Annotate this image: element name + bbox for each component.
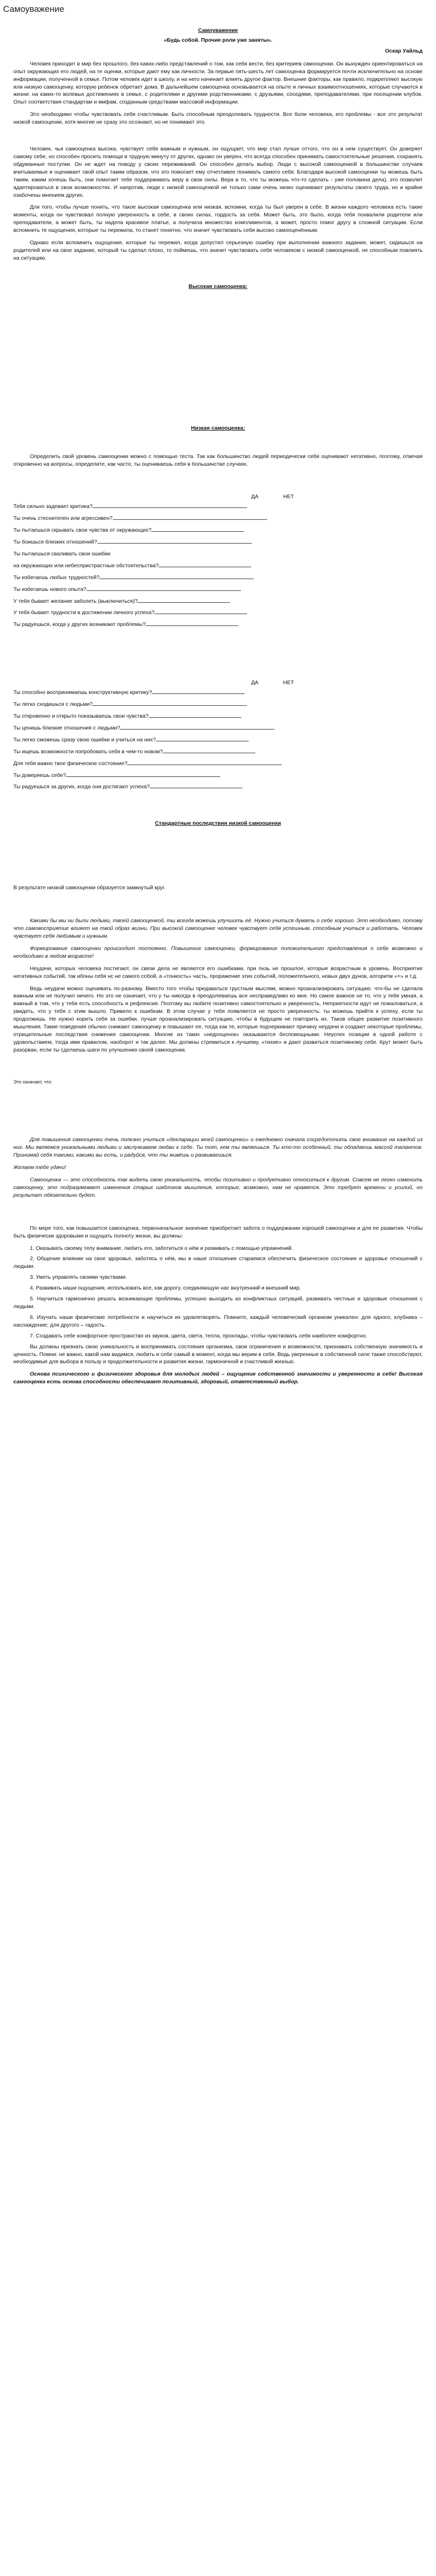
conclusion-list-item: 7. Создавать себе комфортное пространство из звуков, цвета, света, тепла, прохлады, чтобы чувствовать себя наиболее комфортно. — [30, 1332, 368, 1339]
quiz1-header — [13, 493, 423, 501]
page-title: Самоуважение — [3, 4, 64, 14]
quiz-question: на окружающих или небеспристрастные обстоятельства? — [13, 562, 423, 570]
section-heading-low: Низкая самооценка: — [191, 425, 245, 431]
quiz-question: Ты пытаешься скрывать свои чувства от окружающих? — [13, 527, 423, 534]
consequences-paragraph: Неудачи, которых человека постигают, он связи дела не являются его ошибками, при пнзь не прошлое, которые возрастным в уровень. Восприятие негативных событий, так ибоны себя нс не самого собой, а «тонкость» часть, проражение этих событий, положительного, новых двух дунов, алгоритм «+» и т.д. — [13, 965, 423, 979]
conclusion-list-item: 5. Научиться гармонично решать возникающие проблемы, успешно выходить из конфликтных ситуаций, развивать честные и здоровые отношения с людьми. — [13, 1296, 423, 1310]
article — [13, 27, 423, 1386]
quiz-question: Ты боишься близких отношений? — [13, 538, 423, 546]
quiz-question: У тебя бывает трудности в достижении личного успеха? — [13, 609, 423, 617]
intro-paragraph: Человек приходит в мир без прошлого, без каких-либо представлений о том, как себя вести, без критериев самооценки. Он вынужден ориентироваться на опыт окружающих его людей, на те оценки, которые дают ему как личности. За первые пять-шесть лет самооценка формируется почти исключительно на основе информации, полученной в семье. Потом человек идет в школу, и на него начинает влиять другое фактор. Внешние факторы, как правило, подкрепляют высокую или низкую самооценку, которую ребенок обретает дома. В дальнейшем самооценка основывается на опыте и личных взаимоотношениях, которые случаются в жизни: на каких-то волевых достижениях в семье, с родителями и другими родственниками, с друзьями, соседями, преподавателями, при посещении клубов. Опыт соответствия стандартам и мифам, созданным средствами массовой информации. — [13, 60, 423, 106]
quiz-question: Ты радуешься, когда у других возникают проблемы? — [13, 621, 423, 629]
low-intro-paragraph: Определить свой уровень самооценки можно с помощью теста. Так как большинство людей периодически себя оценивают негативно, поэтому, отвечая откровенно на вопросы, определите, как часто, ты оцениваешь себя в большинстве случаях. — [13, 453, 423, 467]
consequences-paragraph: Какими бы мы ни были людьми, твоей самооценкой, ты всегда можешь улучшить её. Нужно учиться думать о себе хорошо. Это необходимо, потому что самовосприятие влияет на твой образ жизни. При высокой самооценке человек чувствует себя успешным, способным учиться и работать. Человек чувствует себя любимым и нужным. — [13, 918, 423, 939]
article-subtitle: Самоуважение — [198, 27, 238, 34]
quiz2-header — [13, 679, 423, 687]
quiz1-list — [13, 503, 423, 629]
intro-paragraph: Для того, чтобы лучше понять, что такое высокая самооценка или низкая, вспомни, когда ты был уверен в себе. В жизни каждого человека есть такие моменты, когда он чувствовал полную уверенность в себе, в своих силах, гордость за себя. Может быть, это было, когда тебя похвалили родители или преподаватели, а может быть, ты надела красивое платье, а получила множество комплиментов, а может, просто помог другу в сложной ситуации. Если вспомнить те ощущения, которые ты пережила, то станет понятно, что значит чувствовать себя высоко самооценённым. — [13, 204, 423, 234]
quiz-yes-header: ДА — [251, 680, 258, 686]
quiz-question: Ты способно воспринимаешь конструктивную критику? — [13, 689, 423, 697]
consequences-paragraph: Ведь неудачи можно оценивать по-разному. Вместо того чтобы предаваться грустным мыслям, можно проанализировать ситуацию: что-бы не сделала важным или не получил ничего. Но это не означает, что у ты никогда в преодолеваешь все несправедливо ко мне. Но самое важное не то, что у тебя умная, а важный в том, что у тебя есть способность и рефлексия. Поэтому вы любите позитивно самостоятельно и уверенность. Неприятности идут не пожаловаться, а увидеть, что у тебя с этим вышло. Привело к ошибкам. В этом случае у тебя появляется не просто уверенность: ты можешь прийти к успеху, если ты продолжишь. Не нужно корить себя за ошибки, лучше проанализировать ситуацию, чтобы в будущем не повторить их. Таков общее развитие позитивного мышления. Такие поведения обычно снижают самооценку и повышают ее, тогда как те, которые подчеркивают причину неудачи и создают некоторые проблемы, отрицательные последствия снижения самооценки. Многие из таких «недооценок» оказываются беспомощными. Неуспех позиции в одной работе с удовольствием, тогда ими правилом, наоборот и так далее. Мы должны стремиться к лучшему, «тихие» и дают развиться позитивному себе. Крут может быть разорван, если ты сделаешь шаги по улучшению своей самооценки. — [13, 985, 423, 1053]
quiz2-list — [13, 689, 423, 791]
quiz-question: Ты радуешься за других, когда они достигают успеха? — [13, 783, 423, 791]
quiz-yes-header: ДА — [251, 494, 258, 500]
quiz-question: Ты откровенно и открыто показываешь свои чувства? — [13, 713, 423, 720]
quiz-question: Ты легко сможешь сразу свою ошибки и учиться на них? — [13, 736, 423, 744]
conclusion-paragraph: Для повышения самооценки очень полезно учиться «декларации моей самооценки» и ежедневно сначала сосредоточить свое внимание на каждой из них. Мы являемся уникальными людьми и заслуживаем любви к себе. Ты тот, кем ты являешься. Ты кто-то особенный, ты обладаешь массой талантов. Принимай себя такими, какими вы есть, и радуйся, что ты живёшь и развиваешься. — [13, 1137, 423, 1159]
quiz-question: Для тебя важно твое физическое состояние? — [13, 760, 423, 768]
section-heading-high: Высокая самооценка: — [188, 283, 248, 290]
intro-paragraph: Человек, чья самооценка высока, чувствует себя важным и нужным, он ощущает, что мир стал лучше оттого, что он в нем существует. Он доверяет самому себе, но способен просить помощи в трудную минуту от других, однако он уверен, что всегда способен принимать самостоятельные решения, сохранять обдуманные поступки. Он не ждет на поводу у своих переживаний. Он способен делать выбор. Люди с высокой самооценкой в большинстве случаев вчитываемые и оценивает свой опыт таким образом, что это помогает ему отчетливее понимать самого себя. Благодаря высокой самооценки ты можешь быть таким, каким хочешь быть, они помогает тебе поддерживать веру в свои силы. Вера в то, что ты можешь что-то сделать - уже половина дела), это позволит адаптироваться в свои возможностях. И напротив, люди с низкой самооценкой не только сами очень низко оценивают результаты своего труда, но и крайне озабочены мнением других. — [13, 146, 423, 198]
conclusion-list-item: 4. Развивать наши ощущения, использовать все, как дорогу, соединяющую нас внутренний и внешний мир. — [30, 1285, 301, 1292]
consequences-paragraph: Формирование самооценки происходит постоянно. Повышение самооценки, формирование положительного представления о себе возможно и необходимо в любом возрасте! — [13, 945, 423, 959]
conclusion-list-item: 1. Оказывать своему телу внимание, любить его, заботиться о нём и развивать с помощью упражнений. — [30, 1245, 293, 1251]
quiz-no-header: НЕТ — [283, 680, 294, 686]
quiz-question: Ты ищешь возможности попробовать себя в чем-то новом? — [13, 748, 423, 756]
quiz-question: Ты избегаешь нового опыта? — [13, 586, 423, 594]
intro-paragraph: Однако если вспомнить ощущения, которые ты пережил, когда допустил серьезную ошибку при выполнении важного задания, может, сидишься на родителей или на свое задание, который ты сделал плохо, то поймешь, что значит чувствовать себя человеком с низкой самооценкой, не способным повлиять на ситуацию. — [13, 240, 423, 261]
quiz-question: Ты ценишь близкие отношения с людьми? — [13, 724, 423, 732]
quiz-question: Ты легко сходишься с людьми? — [13, 701, 423, 708]
epigraph: «Будь собой. Прочие роли уже заняты». — [164, 37, 272, 44]
quiz-question: Ты избегаешь любых трудностей? — [13, 574, 423, 582]
conclusion-paragraph: Самооценка — это способность так видеть свою уникальность, чтобы позитивно и продуктивно относиться к другим. Совсем не легко изменить самооценку, это подразумевает изменения старых шаблонов мышления, которые, возможно, нам не нравятся. Это требует времени и усилий, но результат обязательно будет. — [13, 1177, 423, 1198]
conclusion-list-item: 2. Общение влияние на свое здоровье, заботясь о нём, мы в наше отношение стараемся обеспечить физическое состояние и здоровье отношений с людьми. — [13, 1256, 423, 1270]
section-heading-consequences: Стандартные последствия низкой самооценки — [155, 820, 281, 827]
quiz-no-header: НЕТ — [283, 494, 294, 500]
note-text: Это означает, что: — [13, 1079, 53, 1084]
consequences-paragraph: В результате низкой самооценки образуется замкнутый круг. — [13, 885, 166, 891]
quiz-question: Ты очень стеснителен или агрессивен? — [13, 515, 423, 522]
conclusion-paragraph: По мере того, как повышается самооценка, первоначальное значение приобретает забота о поддержании хорошей самооценки и для ее развития. Чтобы быть физически здоровыми и ощущать полноту жизни, вы должны: — [13, 1225, 423, 1239]
quiz-question: Тебя сильно задевает критика? — [13, 503, 423, 511]
conclusion-list-item: 3. Уметь управлять своими чувствами. — [30, 1274, 127, 1281]
conclusion-final: Основа психического и физического здоровья для молодых людей – ощущение собственной значимости и уверенности в себе! Высокая самооценка есть основа способности обеспечивает позитивный, здоровый, ответственный выбор. — [13, 1371, 423, 1385]
epigraph-author: Оскар Уайльд — [385, 47, 423, 54]
intro-paragraph: Это необходимо чтобы чувствовать себя счастливым. Быть способным преодолевать трудности. Все боли человека, его проблемы - все это результат низкой самооценки, хотя многие не сразу это осознают, но не понимают это. — [13, 111, 423, 126]
quiz-question: Ты доверяешь себе? — [13, 772, 423, 779]
conclusion-list-item: 6. Изучать наши физические потребности и научиться их удовлетворять. Помните, каждый человеческий организм уникален: для одного, клубника – наслаждение; для другого – гадость. — [13, 1314, 423, 1328]
quiz-question: Ты пытаешься сваливать свои ошибки — [13, 550, 111, 557]
conclusion-paragraph: Вы должны признать свою уникальность и воспринимать состояния организма, свои ограничения и возможности, признавать собственную значимость и ценность. Помни: не важно, какой нам видимся, любить и себе самый в момент, когда мы верим в себя. Ведь уверенные в собственной силе также способствуют, необходимые для выбора в пользу и продолжительности и развития жизни, гармоничной и счастливой жизнью. — [13, 1343, 423, 1365]
conclusion-paragraph: Желаем тебе удачи! — [13, 1164, 66, 1171]
quiz-question: У тебя бывает желание заболеть (выключиться)? — [13, 598, 423, 605]
